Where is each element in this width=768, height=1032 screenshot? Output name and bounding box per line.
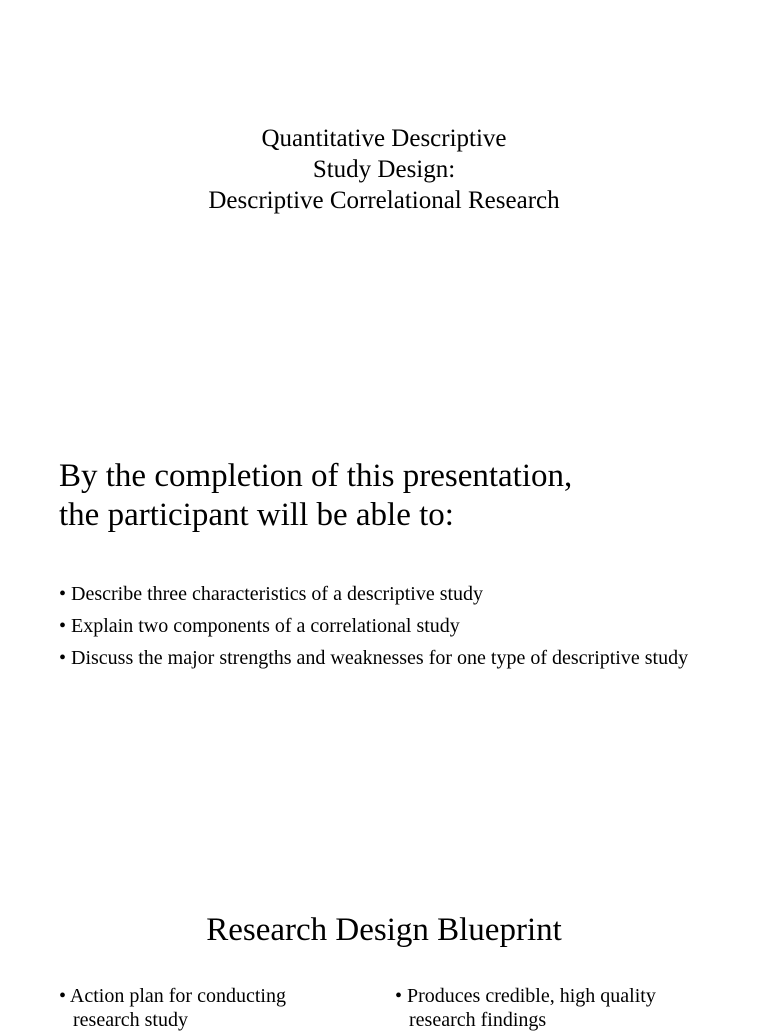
- slide-blueprint: [0, 900, 768, 1031]
- blueprint-left-item: • Action plan for conducting research study: [59, 985, 286, 1031]
- objectives-heading-line-2: the participant will be able to:: [59, 497, 454, 533]
- slide-title: [0, 0, 768, 390]
- blueprint-right-column: [395, 984, 725, 1032]
- objectives-list: [59, 582, 729, 678]
- slide-title-text: [0, 123, 768, 216]
- blueprint-right-item: • Produces credible, high quality research findings: [395, 985, 656, 1031]
- objective-item: • Explain two components of a correlational study: [59, 615, 460, 637]
- blueprint-left-column: [59, 984, 349, 1032]
- title-line-3: Descriptive Correlational Research: [208, 187, 560, 214]
- slide-objectives: [0, 440, 768, 740]
- title-line-1: Quantitative Descriptive: [261, 125, 507, 152]
- objectives-heading-line-1: By the completion of this presentation,: [59, 458, 573, 494]
- objective-item: • Discuss the major strengths and weaknesses for one type of descriptive study: [59, 647, 689, 669]
- blueprint-heading: Research Design Blueprint: [206, 912, 562, 948]
- objective-item: • Describe three characteristics of a descriptive study: [59, 583, 484, 605]
- objectives-heading: [59, 457, 572, 535]
- title-line-2: Study Design:: [312, 156, 456, 183]
